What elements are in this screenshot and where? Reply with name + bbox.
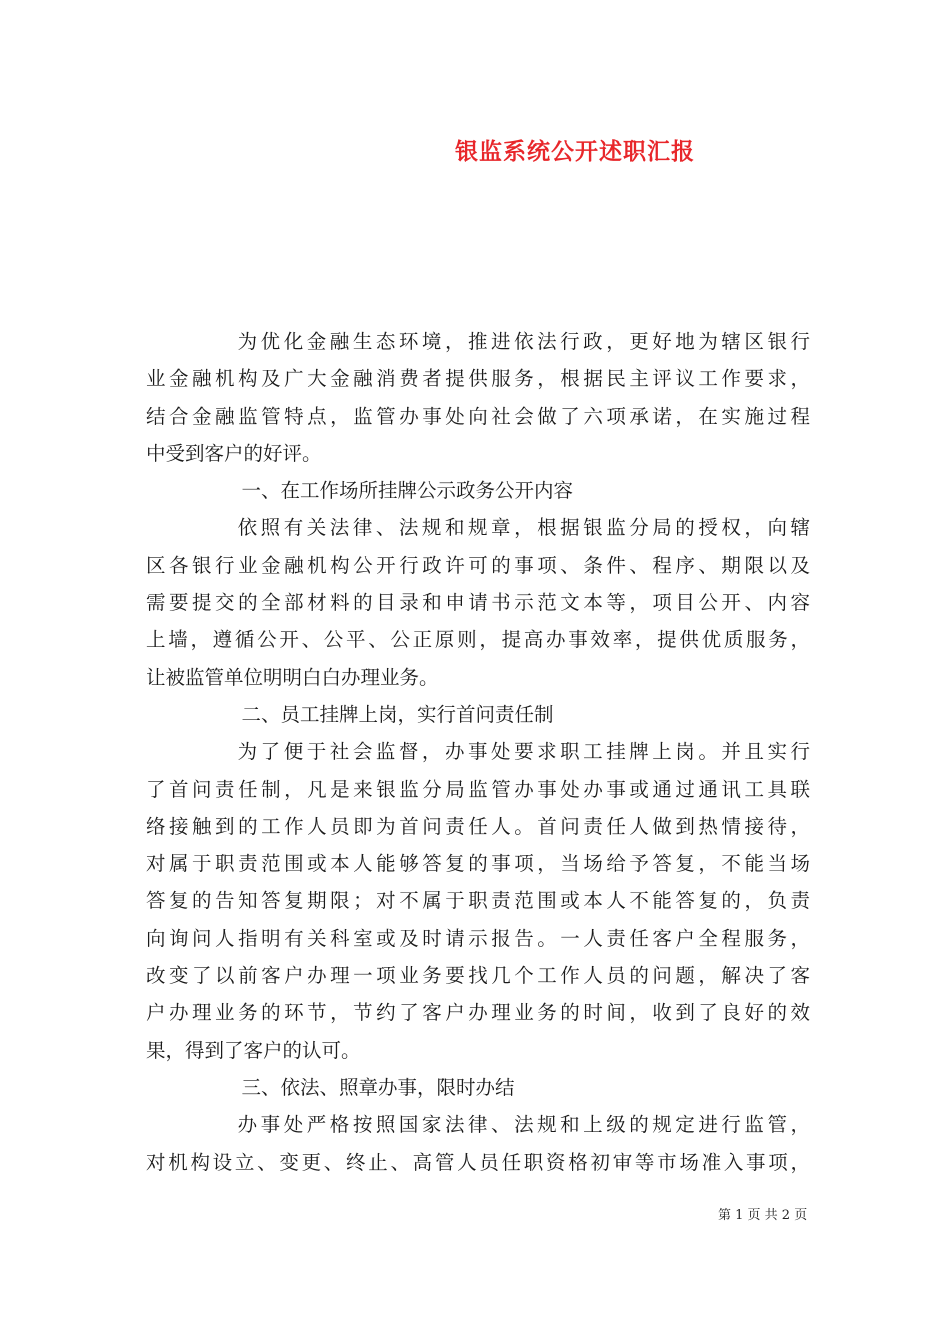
text-line: 三、依法、照章办事，限时办结 xyxy=(241,1075,515,1099)
text-line: 需要提交的全部材料的目录和申请书示范文本等，项目公开、内容 xyxy=(146,591,810,615)
text-line: 户办理业务的环节，节约了客户办理业务的时间，收到了良好的效 xyxy=(146,1001,810,1025)
text-line: 向询问人指明有关科室或及时请示报告。一人责任客户全程服务， xyxy=(146,926,810,950)
text-line: 果，得到了客户的认可。 xyxy=(146,1038,361,1062)
text-line: 区各银行业金融机构公开行政许可的事项、条件、程序、期限以及 xyxy=(146,553,810,577)
text-line: 依照有关法律、法规和规章，根据银监分局的授权，向辖 xyxy=(237,516,810,540)
text-line: 了首问责任制，凡是来银监分局监管办事处办事或通过通讯工具联 xyxy=(146,777,810,801)
section-heading xyxy=(146,472,810,509)
body-paragraph xyxy=(146,1106,810,1181)
section-heading xyxy=(146,1069,810,1106)
section-heading xyxy=(146,696,810,733)
body-paragraph xyxy=(146,509,810,695)
text-line: 对机构设立、变更、终止、高管人员任职资格初审等市场准入事项， xyxy=(146,1150,810,1174)
text-line: 让被监管单位明明白白办理业务。 xyxy=(146,665,439,689)
text-line: 中受到客户的好评。 xyxy=(146,441,322,465)
text-line: 结合金融监管特点，监管办事处向社会做了六项承诺，在实施过程 xyxy=(146,404,810,428)
body-paragraph xyxy=(146,733,810,1069)
text-line: 办事处严格按照国家法律、法规和上级的规定进行监管， xyxy=(237,1113,810,1137)
text-line: 对属于职责范围或本人能够答复的事项，当场给予答复，不能当场 xyxy=(146,852,810,876)
text-line: 为优化金融生态环境，推进依法行政，更好地为辖区银行 xyxy=(237,330,810,353)
page-footer: 第 1 页 共 2 页 xyxy=(718,1208,808,1223)
text-line: 络接触到的工作人员即为首问责任人。首问责任人做到热情接待， xyxy=(146,814,810,838)
text-line: 一、在工作场所挂牌公示政务公开内容 xyxy=(241,479,574,503)
text-line: 答复的告知答复期限；对不属于职责范围或本人不能答复的，负责 xyxy=(146,889,810,913)
text-line: 二、员工挂牌上岗，实行首问责任制 xyxy=(241,702,554,726)
text-line: 业金融机构及广大金融消费者提供服务，根据民主评议工作要求， xyxy=(146,367,810,391)
body-paragraph xyxy=(146,323,810,472)
text-line: 改变了以前客户办理一项业务要找几个工作人员的问题，解决了客 xyxy=(146,964,810,988)
text-line: 上墙，遵循公开、公平、公正原则，提高办事效率，提供优质服务， xyxy=(146,628,810,652)
text-line: 为了便于社会监督，办事处要求职工挂牌上岗。并且实行 xyxy=(237,740,810,764)
document-body xyxy=(146,323,810,1181)
document-title: 银监系统公开述职汇报 xyxy=(455,138,695,165)
